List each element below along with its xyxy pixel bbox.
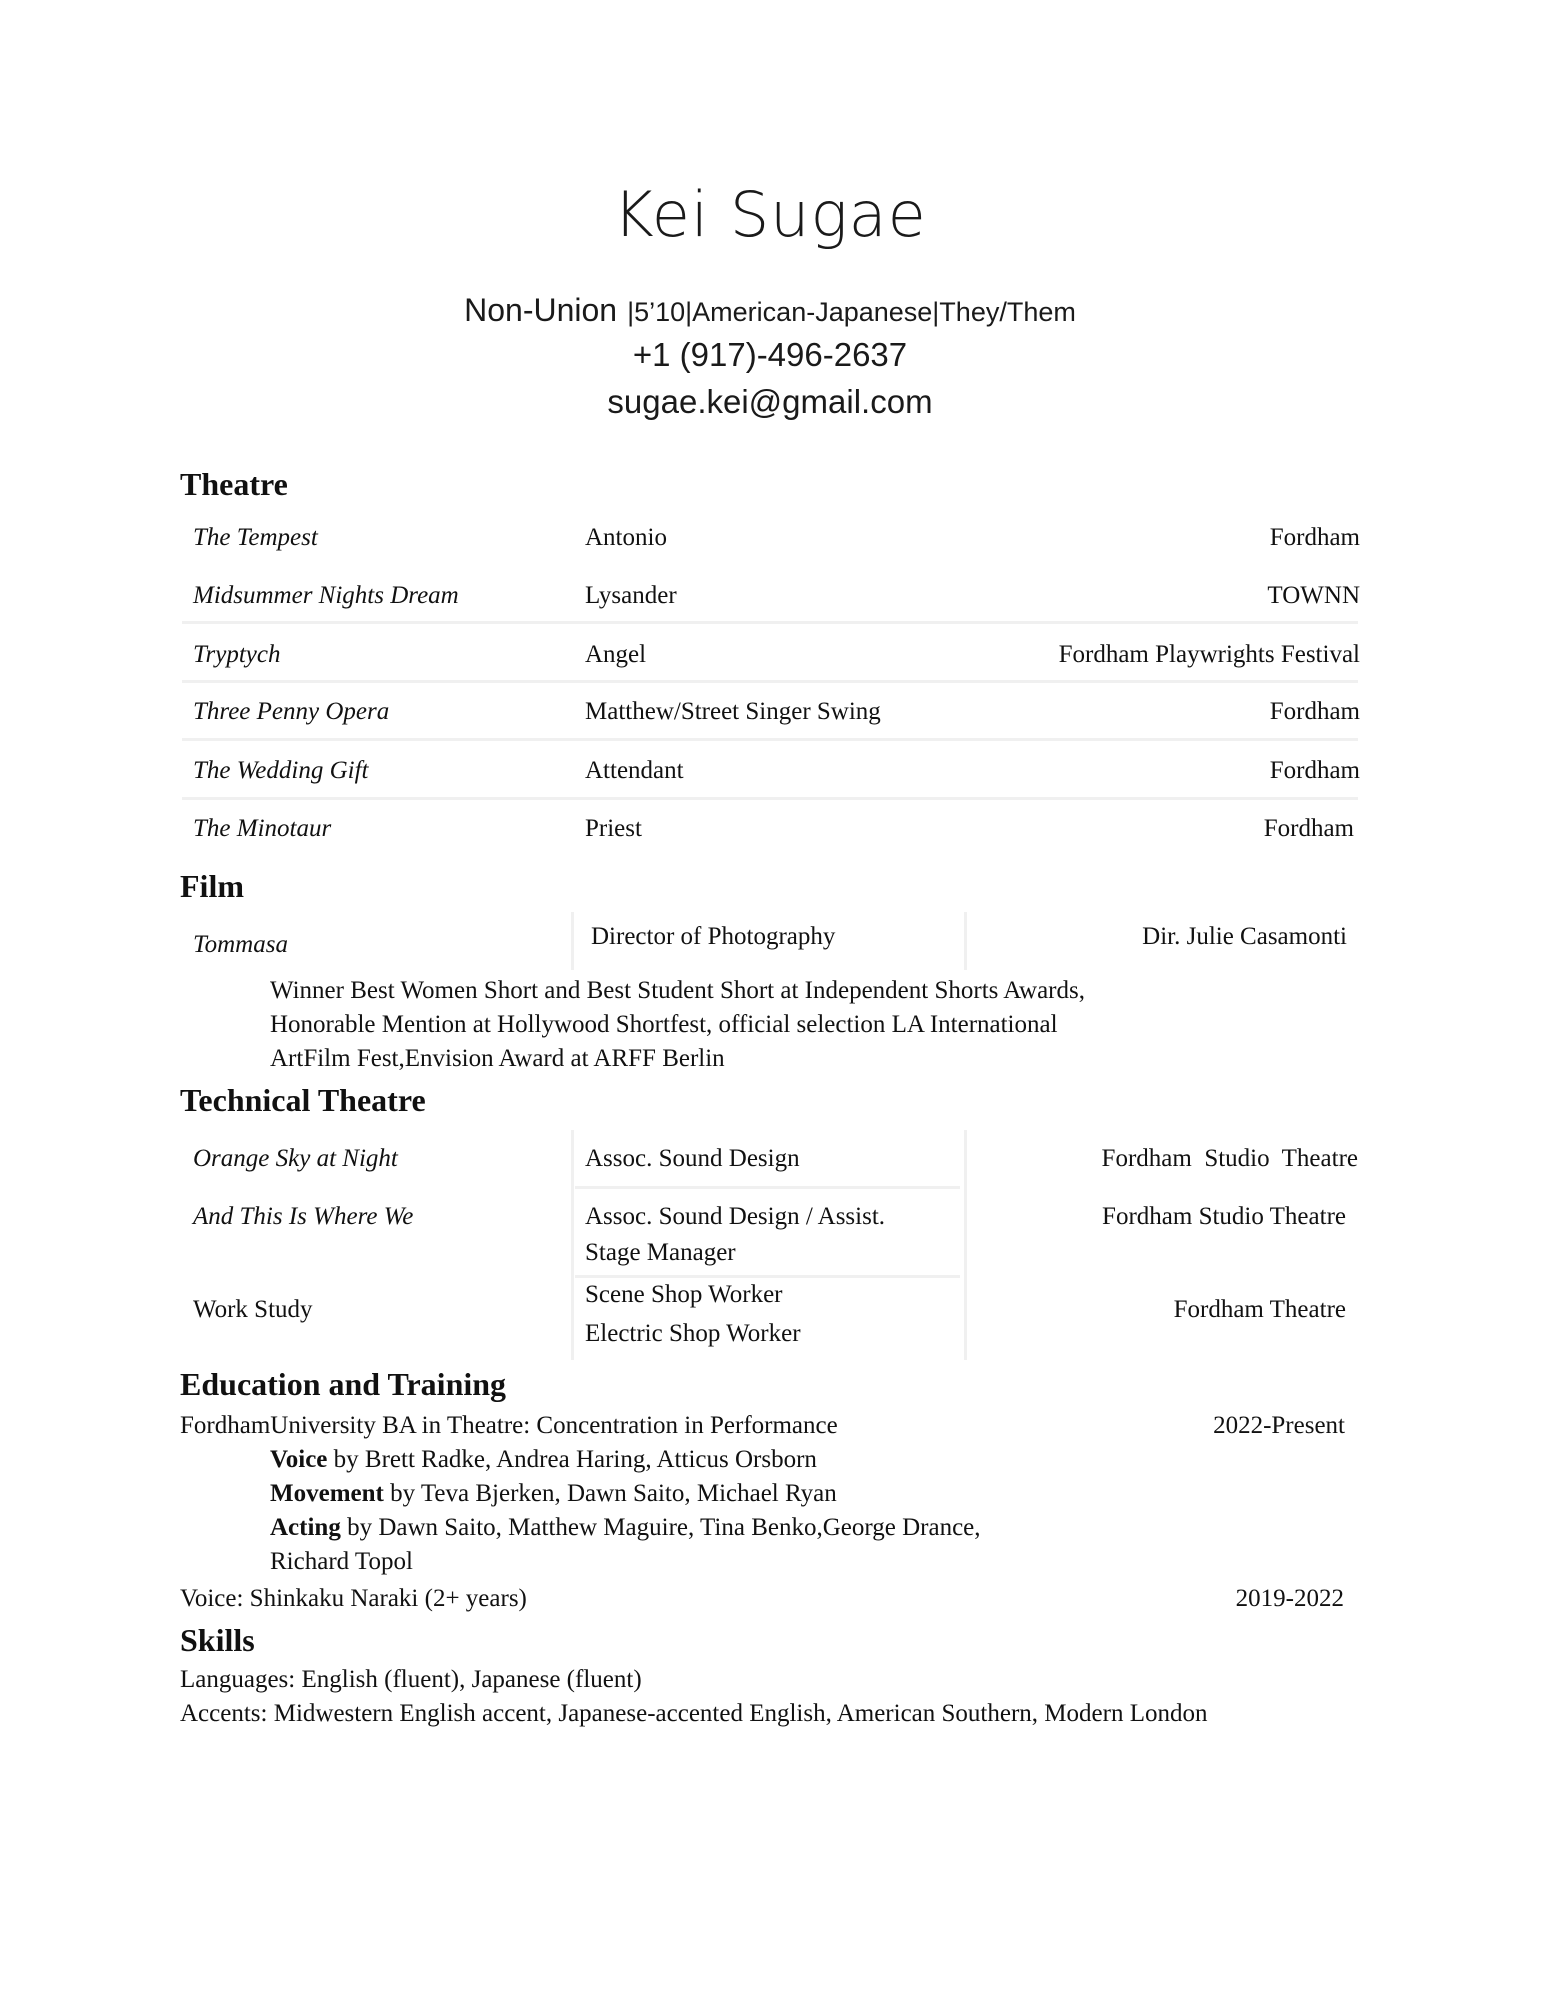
training-label: Voice xyxy=(270,1446,328,1473)
private-voice-years-wrap xyxy=(180,1585,1360,1613)
email-address: sugae.kei@gmail.com xyxy=(607,383,933,420)
role-continued: Stage Manager xyxy=(585,1239,736,1266)
row-divider xyxy=(182,680,1358,683)
production-title: The Minotaur xyxy=(193,815,332,842)
row-divider xyxy=(182,738,1358,741)
candidate-details: |5’10|American-Japanese|They/Them xyxy=(627,297,1076,327)
role: Attendant xyxy=(585,757,684,784)
note-line: Honorable Mention at Hollywood Shortfest, official selection LA International xyxy=(270,1011,1058,1038)
candidate-details-line xyxy=(180,292,1360,329)
candidate-name: Kei Sugae xyxy=(613,178,927,251)
production-title: Tommasa xyxy=(193,931,288,958)
skills-languages: Languages: English (fluent), Japanese (fluent) xyxy=(180,1666,642,1693)
role-continued: Electric Shop Worker xyxy=(585,1320,801,1347)
venue: Fordham xyxy=(1269,698,1360,725)
skills-accents: Accents: Midwestern English accent, Japanese-accented English, American Southern, Modern London xyxy=(180,1700,1208,1727)
column-divider xyxy=(571,1130,574,1360)
venue: Fordham Studio Theatre xyxy=(1102,1203,1346,1230)
production-title: And This Is Where We xyxy=(193,1203,414,1230)
production-title: Orange Sky at Night xyxy=(193,1145,398,1172)
note-line: ArtFilm Fest,Envision Award at ARFF Berlin xyxy=(270,1045,725,1072)
education-program-years-wrap xyxy=(180,1412,1360,1440)
row-divider xyxy=(575,1186,960,1189)
role: Director of Photography xyxy=(591,923,836,950)
role: Antonio xyxy=(585,524,667,551)
venue: Fordham Theatre xyxy=(1173,1296,1346,1323)
row-divider xyxy=(182,797,1358,800)
production-title: The Wedding Gift xyxy=(193,757,369,784)
venue: Fordham Playwrights Festival xyxy=(1058,641,1360,668)
role: Lysander xyxy=(585,582,677,609)
venue: Fordham xyxy=(1263,815,1354,842)
role: Assoc. Sound Design / Assist. xyxy=(585,1203,886,1230)
section-title-film: Film xyxy=(180,868,244,904)
column-divider xyxy=(571,912,574,970)
row-divider xyxy=(182,621,1358,624)
phone-number: +1 (917)-496-2637 xyxy=(632,336,908,373)
role: Assoc. Sound Design xyxy=(585,1145,800,1172)
section-title-skills: Skills xyxy=(180,1622,255,1658)
note-line: Winner Best Women Short and Best Student Short at Independent Shorts Awards, xyxy=(270,977,1085,1004)
venue: Fordham xyxy=(1269,757,1360,784)
training-movement xyxy=(270,1480,837,1508)
section-title-education: Education and Training xyxy=(180,1366,507,1402)
row-divider xyxy=(575,1275,960,1278)
production-title: Three Penny Opera xyxy=(193,698,390,725)
film-awards-note xyxy=(270,974,1220,1076)
section-title-theatre: Theatre xyxy=(180,466,288,502)
education-program-years: 2022-Present xyxy=(1213,1412,1345,1439)
training-teachers: by Dawn Saito, Matthew Maguire, Tina Benko,George Drance, xyxy=(340,1514,981,1541)
training-teachers: by Brett Radke, Andrea Haring, Atticus Orsborn xyxy=(327,1446,817,1473)
training-acting xyxy=(270,1514,981,1542)
training-voice xyxy=(270,1446,817,1474)
role: Angel xyxy=(585,641,647,668)
production-title: Midsummer Nights Dream xyxy=(193,582,459,609)
column-divider xyxy=(964,1130,967,1360)
venue: Fordham Studio Theatre xyxy=(1101,1145,1358,1172)
role: Priest xyxy=(585,815,642,842)
training-acting-continued: Richard Topol xyxy=(270,1548,413,1575)
role: Matthew/Street Singer Swing xyxy=(585,698,881,725)
production-title: The Tempest xyxy=(193,524,318,551)
venue: TOWNN xyxy=(1267,582,1360,609)
private-voice-training: Voice: Shinkaku Naraki (2+ years) xyxy=(180,1585,527,1612)
section-title-technical-theatre: Technical Theatre xyxy=(180,1082,426,1118)
union-status: Non-Union xyxy=(464,292,618,328)
production-title: Tryptych xyxy=(193,641,281,668)
private-voice-years: 2019-2022 xyxy=(1235,1585,1344,1612)
venue: Fordham xyxy=(1269,524,1360,551)
training-teachers: by Teva Bjerken, Dawn Saito, Michael Ryan xyxy=(383,1480,837,1507)
training-label: Movement xyxy=(270,1480,384,1507)
training-label: Acting xyxy=(270,1514,341,1541)
education-program: FordhamUniversity BA in Theatre: Concentration in Performance xyxy=(180,1412,838,1439)
production-title: Work Study xyxy=(193,1296,313,1323)
venue: Dir. Julie Casamonti xyxy=(1142,923,1347,950)
role: Scene Shop Worker xyxy=(585,1281,783,1308)
column-divider xyxy=(964,912,967,970)
